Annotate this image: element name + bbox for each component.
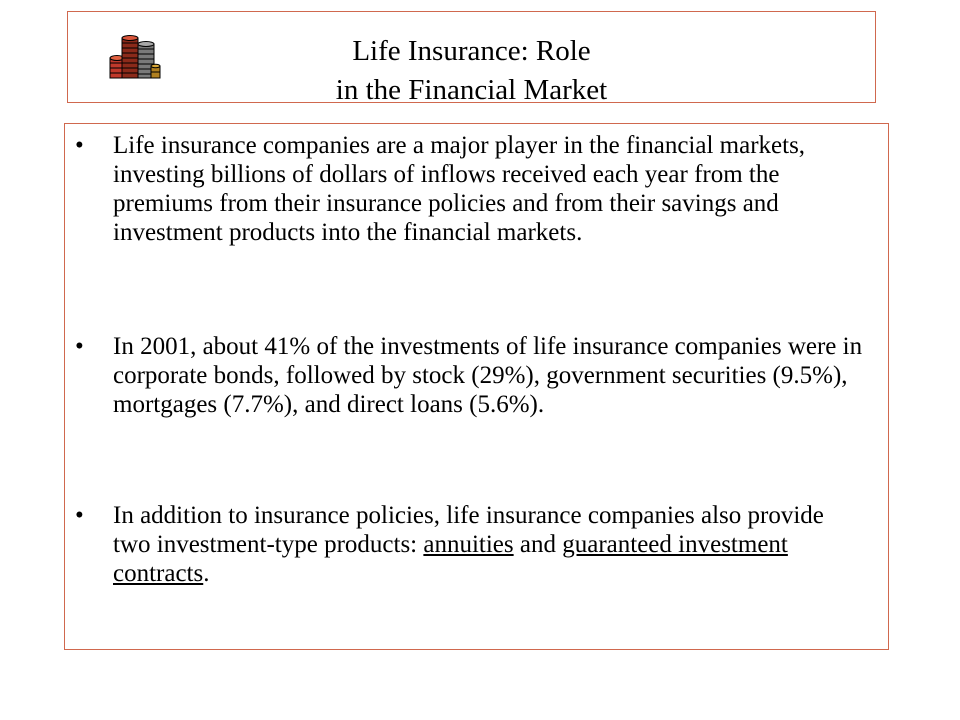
bullet-text-before: In addition to insurance policies, life insurance companies also provide two investment-type products: bbox=[113, 502, 824, 558]
bullet-text bbox=[113, 501, 865, 588]
bullet-icon: • bbox=[75, 132, 84, 159]
bullet-item bbox=[75, 501, 865, 588]
bullet-text: Life insurance companies are a major player in the financial markets, investing billions of dollars of inflows received each year from the premiums from their insurance policies and from their savings and investment products into the financial markets. bbox=[113, 132, 806, 246]
term-guaranteed-investment-contracts: guaranteed investment contracts bbox=[113, 531, 788, 587]
bullet-icon: • bbox=[75, 333, 84, 360]
slide-title-line-1: Life Insurance: Role bbox=[352, 35, 591, 67]
bullet-icon: • bbox=[75, 502, 84, 529]
bullet-text-after: . bbox=[203, 560, 210, 587]
bullet-text-middle: and bbox=[513, 531, 563, 558]
bullet-text: In 2001, about 41% of the investments of life insurance companies were in corporate bonds, followed by stock (29%), government securities (9.5%), mortgages (7.7%), and direct loans (5.6%). bbox=[113, 333, 863, 418]
bullet-item bbox=[75, 332, 865, 419]
slide-title-line-2: in the Financial Market bbox=[335, 74, 608, 106]
title-box bbox=[67, 11, 876, 106]
term-annuities: annuities bbox=[423, 531, 514, 558]
content-box bbox=[64, 123, 889, 650]
bullet-item bbox=[75, 131, 865, 247]
